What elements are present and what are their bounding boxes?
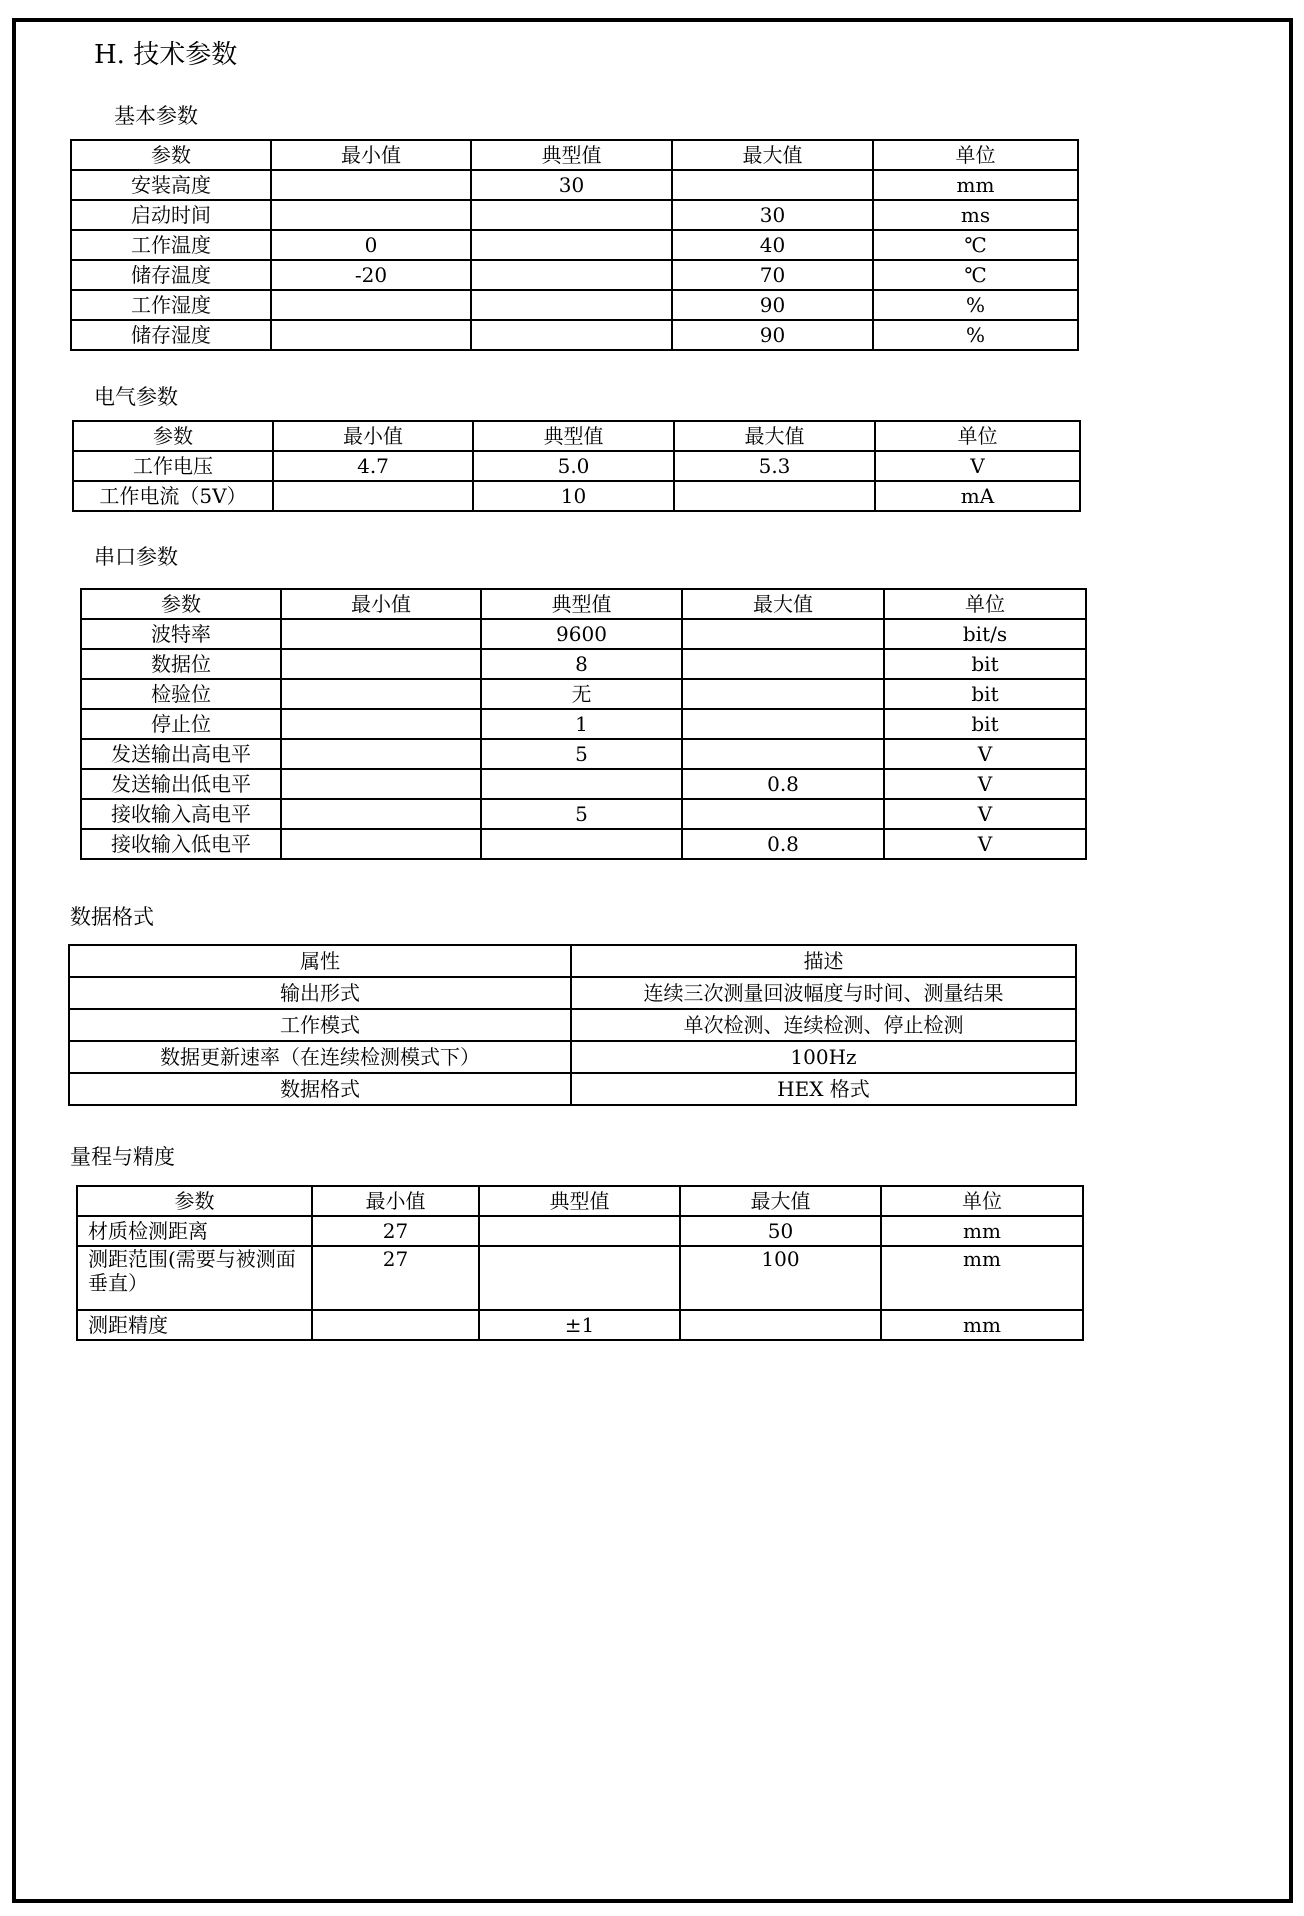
typ-value — [471, 200, 672, 230]
min-value — [281, 649, 481, 679]
min-value — [281, 799, 481, 829]
table-row — [77, 1310, 1083, 1340]
electrical-params-table — [72, 420, 1081, 512]
max-value: 5.3 — [674, 451, 875, 481]
typ-value — [481, 769, 682, 799]
column-header: 描述 — [571, 945, 1076, 977]
max-value: 0.8 — [682, 829, 884, 859]
attribute-description: HEX 格式 — [571, 1073, 1076, 1105]
table-row — [71, 290, 1078, 320]
typ-value: 8 — [481, 649, 682, 679]
page-title: H. 技术参数 — [94, 40, 238, 70]
section-heading-range: 量程与精度 — [70, 1145, 175, 1169]
unit: bit — [884, 709, 1086, 739]
unit: mm — [881, 1246, 1083, 1310]
typ-value: 5 — [481, 799, 682, 829]
param-name: 发送输出高电平 — [81, 739, 281, 769]
column-header: 参数 — [71, 140, 271, 170]
typ-value — [479, 1216, 680, 1246]
column-header: 单位 — [873, 140, 1078, 170]
table-row — [81, 679, 1086, 709]
max-value — [672, 170, 873, 200]
section-heading-format: 数据格式 — [70, 905, 154, 929]
table-row — [69, 977, 1076, 1009]
column-header: 单位 — [875, 421, 1080, 451]
param-name: 安装高度 — [71, 170, 271, 200]
table-row — [73, 481, 1080, 511]
column-header: 典型值 — [471, 140, 672, 170]
attribute-name: 数据更新速率（在连续检测模式下） — [69, 1041, 571, 1073]
attribute-description: 单次检测、连续检测、停止检测 — [571, 1009, 1076, 1041]
min-value — [281, 679, 481, 709]
unit: mm — [881, 1216, 1083, 1246]
param-name: 工作温度 — [71, 230, 271, 260]
typ-value: 10 — [473, 481, 674, 511]
table-row — [71, 260, 1078, 290]
param-name: 储存湿度 — [71, 320, 271, 350]
attribute-description: 连续三次测量回波幅度与时间、测量结果 — [571, 977, 1076, 1009]
unit: mm — [881, 1310, 1083, 1340]
typ-value: 5.0 — [473, 451, 674, 481]
typ-value: ±1 — [479, 1310, 680, 1340]
table-row — [69, 1041, 1076, 1073]
unit: V — [884, 739, 1086, 769]
unit: bit/s — [884, 619, 1086, 649]
param-name: 发送输出低电平 — [81, 769, 281, 799]
table-row — [81, 649, 1086, 679]
max-value: 50 — [680, 1216, 881, 1246]
attribute-name: 输出形式 — [69, 977, 571, 1009]
table-row — [71, 200, 1078, 230]
max-value — [682, 799, 884, 829]
serial-params-table — [80, 588, 1087, 860]
min-value: 4.7 — [273, 451, 473, 481]
column-header: 最小值 — [271, 140, 471, 170]
param-name: 启动时间 — [71, 200, 271, 230]
unit: V — [875, 451, 1080, 481]
max-value: 70 — [672, 260, 873, 290]
basic-params-table — [70, 139, 1079, 351]
section-heading-basic: 基本参数 — [114, 104, 198, 128]
min-value — [281, 739, 481, 769]
max-value — [682, 739, 884, 769]
table-row — [77, 1246, 1083, 1310]
table-row — [77, 1216, 1083, 1246]
param-name: 接收输入低电平 — [81, 829, 281, 859]
param-name: 测距精度 — [77, 1310, 312, 1340]
min-value — [271, 320, 471, 350]
table-row — [81, 829, 1086, 859]
table-row — [69, 1073, 1076, 1105]
typ-value: 无 — [481, 679, 682, 709]
max-value — [680, 1310, 881, 1340]
attribute-description: 100Hz — [571, 1041, 1076, 1073]
unit: V — [884, 769, 1086, 799]
table-row — [81, 739, 1086, 769]
attribute-name: 数据格式 — [69, 1073, 571, 1105]
param-name: 储存温度 — [71, 260, 271, 290]
column-header: 典型值 — [481, 589, 682, 619]
min-value — [271, 200, 471, 230]
column-header: 单位 — [881, 1186, 1083, 1216]
column-header: 参数 — [81, 589, 281, 619]
max-value: 0.8 — [682, 769, 884, 799]
max-value — [682, 679, 884, 709]
unit: % — [873, 320, 1078, 350]
min-value — [271, 170, 471, 200]
unit: ms — [873, 200, 1078, 230]
table-row — [71, 320, 1078, 350]
unit: mm — [873, 170, 1078, 200]
table-row — [73, 451, 1080, 481]
min-value: 27 — [312, 1216, 479, 1246]
typ-value — [471, 290, 672, 320]
max-value — [682, 709, 884, 739]
param-name: 工作电流（5V） — [73, 481, 273, 511]
column-header: 最大值 — [674, 421, 875, 451]
min-value — [273, 481, 473, 511]
column-header: 参数 — [77, 1186, 312, 1216]
column-header: 属性 — [69, 945, 571, 977]
typ-value: 30 — [471, 170, 672, 200]
param-name: 接收输入高电平 — [81, 799, 281, 829]
unit: V — [884, 829, 1086, 859]
param-name: 材质检测距离 — [77, 1216, 312, 1246]
section-heading-serial: 串口参数 — [94, 545, 178, 569]
unit: % — [873, 290, 1078, 320]
typ-value — [471, 260, 672, 290]
table-row — [81, 769, 1086, 799]
column-header: 最小值 — [281, 589, 481, 619]
max-value: 40 — [672, 230, 873, 260]
min-value — [281, 619, 481, 649]
column-header: 参数 — [73, 421, 273, 451]
table-header-row — [73, 421, 1080, 451]
max-value — [682, 619, 884, 649]
column-header: 最小值 — [312, 1186, 479, 1216]
range-accuracy-table — [76, 1185, 1084, 1341]
column-header: 最小值 — [273, 421, 473, 451]
column-header: 最大值 — [680, 1186, 881, 1216]
unit: ℃ — [873, 260, 1078, 290]
table-row — [81, 619, 1086, 649]
attribute-name: 工作模式 — [69, 1009, 571, 1041]
table-header-row — [71, 140, 1078, 170]
min-value — [281, 829, 481, 859]
typ-value — [471, 320, 672, 350]
typ-value — [481, 829, 682, 859]
table-row — [81, 799, 1086, 829]
unit: ℃ — [873, 230, 1078, 260]
unit: mA — [875, 481, 1080, 511]
column-header: 最大值 — [682, 589, 884, 619]
column-header: 最大值 — [672, 140, 873, 170]
min-value — [312, 1310, 479, 1340]
min-value — [281, 709, 481, 739]
column-header: 单位 — [884, 589, 1086, 619]
max-value: 90 — [672, 320, 873, 350]
unit: V — [884, 799, 1086, 829]
param-name: 数据位 — [81, 649, 281, 679]
table-row — [71, 230, 1078, 260]
table-row — [81, 709, 1086, 739]
table-row — [69, 1009, 1076, 1041]
unit: bit — [884, 649, 1086, 679]
param-name: 测距范围(需要与被测面垂直） — [77, 1246, 312, 1310]
typ-value — [471, 230, 672, 260]
param-name: 停止位 — [81, 709, 281, 739]
table-header-row — [77, 1186, 1083, 1216]
typ-value — [479, 1246, 680, 1310]
min-value: -20 — [271, 260, 471, 290]
column-header: 典型值 — [479, 1186, 680, 1216]
min-value: 27 — [312, 1246, 479, 1310]
min-value: 0 — [271, 230, 471, 260]
max-value: 90 — [672, 290, 873, 320]
typ-value: 9600 — [481, 619, 682, 649]
param-name: 工作湿度 — [71, 290, 271, 320]
max-value: 100 — [680, 1246, 881, 1310]
min-value — [281, 769, 481, 799]
param-name: 工作电压 — [73, 451, 273, 481]
max-value — [674, 481, 875, 511]
data-format-table — [68, 944, 1077, 1106]
typ-value: 5 — [481, 739, 682, 769]
column-header: 典型值 — [473, 421, 674, 451]
section-heading-electrical: 电气参数 — [94, 385, 178, 409]
typ-value: 1 — [481, 709, 682, 739]
unit: bit — [884, 679, 1086, 709]
max-value — [682, 649, 884, 679]
param-name: 检验位 — [81, 679, 281, 709]
min-value — [271, 290, 471, 320]
table-header-row — [69, 945, 1076, 977]
table-row — [71, 170, 1078, 200]
table-header-row — [81, 589, 1086, 619]
max-value: 30 — [672, 200, 873, 230]
param-name: 波特率 — [81, 619, 281, 649]
